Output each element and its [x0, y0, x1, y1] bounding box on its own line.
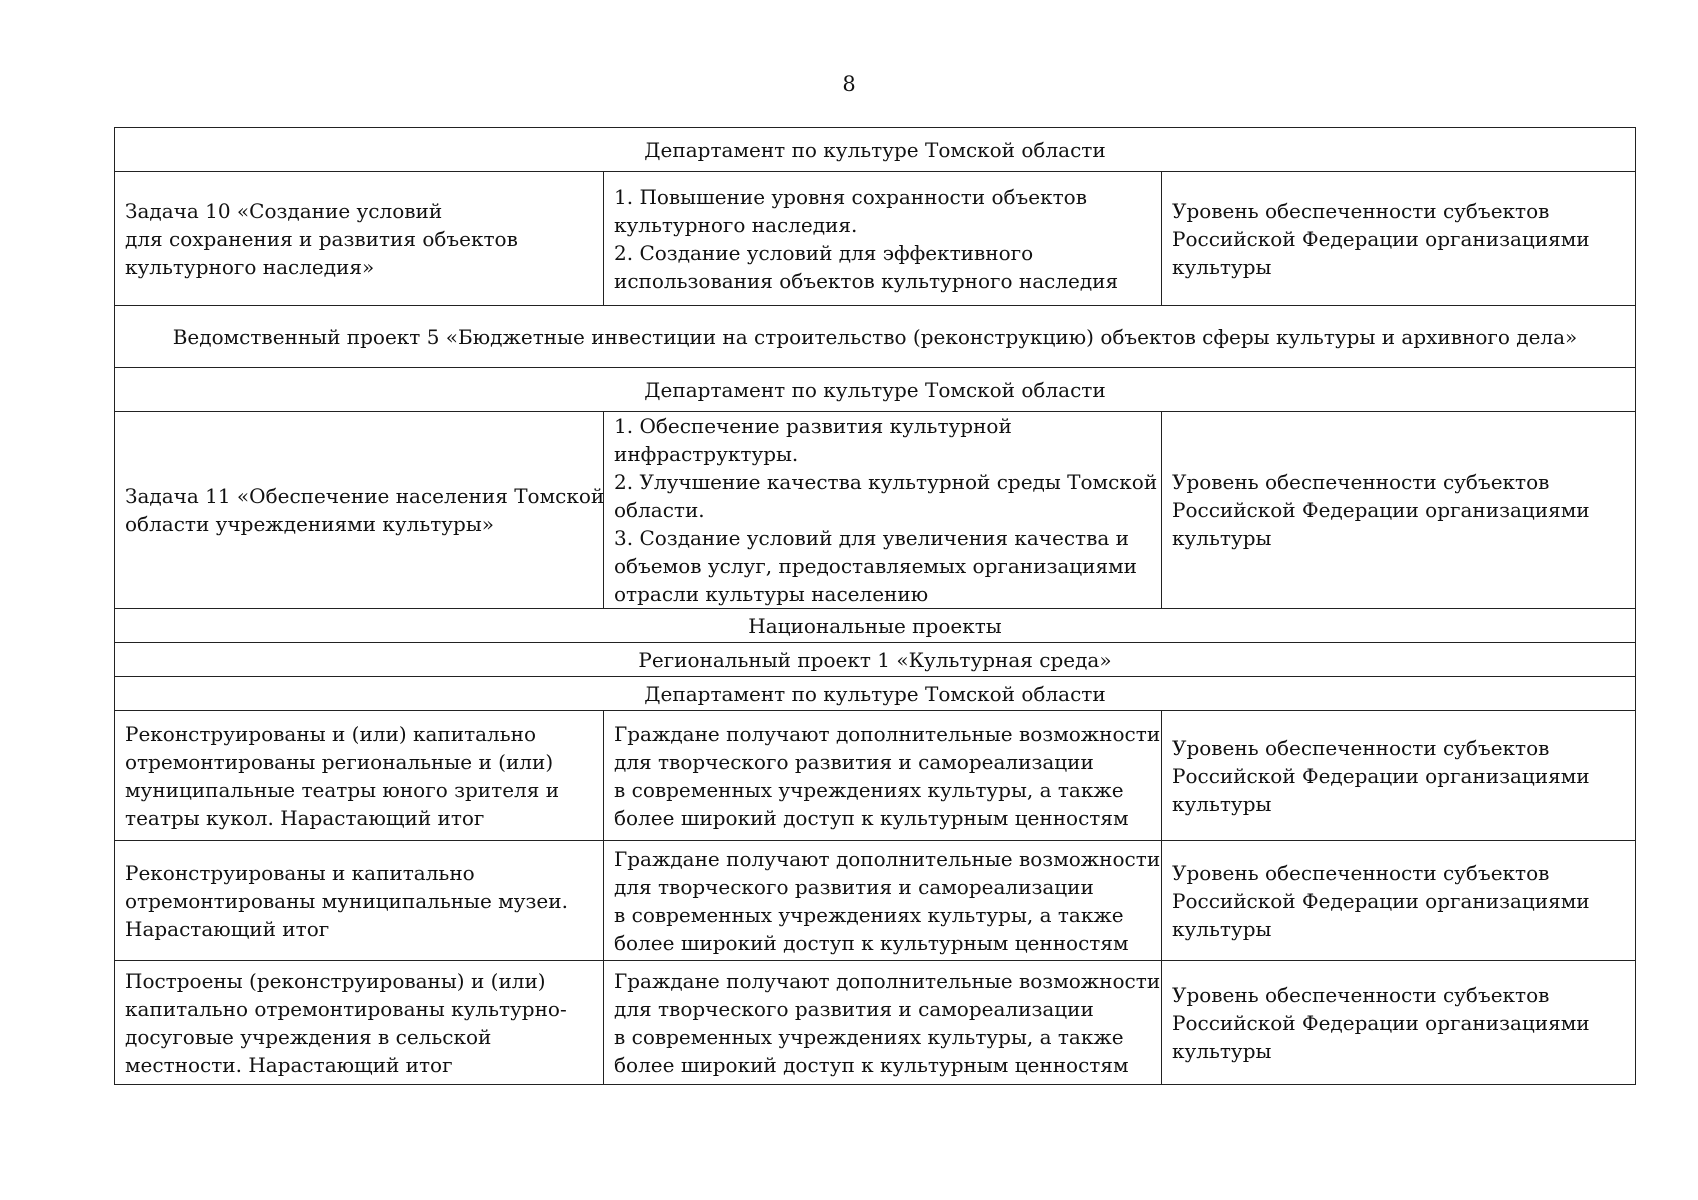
table-row [115, 711, 1636, 841]
text-line: Граждане получают дополнительные возможности [614, 968, 1161, 993]
text-line: Реконструированы и (или) капитально [125, 721, 537, 746]
task-cell [115, 412, 604, 609]
cell-text [1172, 734, 1625, 818]
text-line: отрасли культуры населению [614, 582, 929, 606]
text-line: 2. Создание условий для эффективного [614, 240, 1034, 265]
text-line: использования объектов культурного наследия [614, 268, 1119, 293]
task-cell [115, 172, 604, 306]
text-line: области. [614, 498, 705, 522]
text-line: в современных учреждениях культуры, а также [614, 1024, 1124, 1049]
text-line: для творческого развития и самореализации [614, 996, 1094, 1021]
text-line: Уровень обеспеченности субъектов [1172, 735, 1550, 760]
section-header-row [115, 306, 1636, 368]
text-line: капитально отремонтированы культурно- [125, 996, 567, 1021]
table-row [115, 841, 1636, 961]
table-row [115, 172, 1636, 306]
section-header-cell: Департамент по культуре Томской области [115, 368, 1636, 412]
text-line: театры кукол. Нарастающий итог [125, 805, 485, 830]
text-line: культуры [1172, 1038, 1272, 1063]
indicator-cell [1162, 711, 1636, 841]
cell-text [614, 720, 1161, 832]
section-header-cell: Департамент по культуре Томской области [115, 128, 1636, 172]
cell-text [614, 967, 1161, 1079]
text-line: для творческого развития и самореализации [614, 749, 1094, 774]
indicator-cell [1162, 412, 1636, 609]
section-header-cell: Национальные проекты [115, 609, 1636, 643]
table-row [115, 961, 1636, 1085]
text-line: более широкий доступ к культурным ценностям [614, 930, 1129, 955]
text-line: для творческого развития и самореализации [614, 874, 1094, 899]
text-line: Российской Федерации организациями [1172, 226, 1590, 251]
result-cell [604, 841, 1162, 961]
task-cell [115, 841, 604, 961]
text-line: Граждане получают дополнительные возможности [614, 721, 1161, 746]
text-line: Российской Федерации организациями [1172, 1010, 1590, 1035]
text-line: Уровень обеспеченности субъектов [1172, 470, 1550, 494]
cell-text [125, 197, 593, 281]
text-line: культурного наследия» [125, 254, 375, 279]
indicator-cell [1162, 841, 1636, 961]
text-line: досуговые учреждения в сельской [125, 1024, 492, 1049]
task-cell [115, 711, 604, 841]
section-header-row [115, 128, 1636, 172]
text-line: Уровень обеспеченности субъектов [1172, 860, 1550, 885]
text-line: объемов услуг, предоставляемых организациями [614, 554, 1137, 578]
text-line: области учреждениями культуры» [125, 512, 495, 536]
text-line: в современных учреждениях культуры, а также [614, 777, 1124, 802]
task-cell [115, 961, 604, 1085]
text-line: инфраструктуры. [614, 442, 799, 466]
result-cell [604, 961, 1162, 1085]
section-header-cell: Региональный проект 1 «Культурная среда» [115, 643, 1636, 677]
text-line: культуры [1172, 791, 1272, 816]
table-row [115, 412, 1636, 609]
cell-text [125, 967, 593, 1079]
text-line: в современных учреждениях культуры, а также [614, 902, 1124, 927]
cell-text [125, 859, 593, 943]
cell-text [1172, 859, 1625, 943]
text-line: культуры [1172, 916, 1272, 941]
section-header-row [115, 609, 1636, 643]
text-line: местности. Нарастающий итог [125, 1052, 453, 1077]
indicator-cell [1162, 172, 1636, 306]
text-line: Нарастающий итог [125, 916, 330, 941]
cell-text [125, 482, 605, 538]
text-line: культуры [1172, 526, 1272, 550]
result-cell [604, 711, 1162, 841]
text-line: Российской Федерации организациями [1172, 498, 1590, 522]
goals-table [114, 127, 1636, 1085]
text-line: Российской Федерации организациями [1172, 763, 1590, 788]
section-header-cell: Ведомственный проект 5 «Бюджетные инвестиции на строительство (реконструкцию) объектов сферы культуры и архивного дела» [115, 306, 1636, 368]
text-line: Российской Федерации организациями [1172, 888, 1590, 913]
text-line: 3. Создание условий для увеличения качества и [614, 526, 1129, 550]
page-number: 8 [842, 72, 856, 96]
cell-text [1172, 197, 1625, 281]
text-line: отремонтированы муниципальные музеи. [125, 888, 568, 913]
text-line: Задача 11 «Обеспечение населения Томской [125, 484, 605, 508]
text-line: отремонтированы региональные и (или) [125, 749, 554, 774]
text-line: 1. Повышение уровня сохранности объектов [614, 184, 1087, 209]
result-cell [604, 412, 1162, 609]
section-header-row [115, 368, 1636, 412]
text-line: 1. Обеспечение развития культурной [614, 414, 1012, 438]
cell-text [125, 720, 593, 832]
text-line: 2. Улучшение качества культурной среды Томской [614, 470, 1158, 494]
text-line: Задача 10 «Создание условий [125, 198, 443, 223]
goals-table-body [115, 128, 1636, 1085]
text-line: Уровень обеспеченности субъектов [1172, 982, 1550, 1007]
text-line: для сохранения и развития объектов [125, 226, 518, 251]
section-header-cell: Департамент по культуре Томской области [115, 677, 1636, 711]
text-line: Уровень обеспеченности субъектов [1172, 198, 1550, 223]
text-line: культуры [1172, 254, 1272, 279]
cell-text [614, 412, 1158, 608]
text-line: Реконструированы и капитально [125, 860, 475, 885]
text-line: более широкий доступ к культурным ценностям [614, 1052, 1129, 1077]
cell-text [1172, 981, 1625, 1065]
text-line: Граждане получают дополнительные возможности [614, 846, 1161, 871]
text-line: культурного наследия. [614, 212, 858, 237]
cell-text [614, 183, 1151, 295]
cell-text [614, 845, 1161, 957]
section-header-row [115, 677, 1636, 711]
text-line: Построены (реконструированы) и (или) [125, 968, 546, 993]
indicator-cell [1162, 961, 1636, 1085]
text-line: муниципальные театры юного зрителя и [125, 777, 560, 802]
result-cell [604, 172, 1162, 306]
cell-text [1172, 468, 1625, 552]
section-header-row [115, 643, 1636, 677]
text-line: более широкий доступ к культурным ценностям [614, 805, 1129, 830]
